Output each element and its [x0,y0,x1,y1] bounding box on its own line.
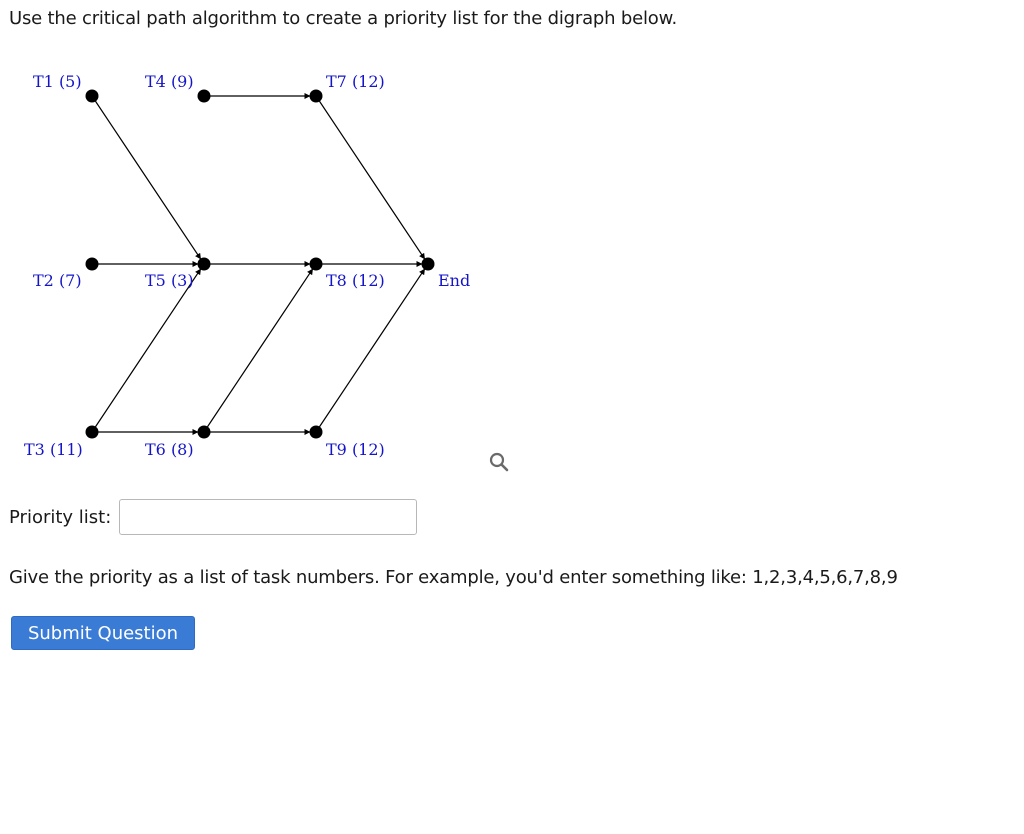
node-label-t2: T2 (7) [33,271,82,290]
node-t2 [86,258,99,271]
priority-list-row [9,499,417,535]
magnifier-icon[interactable] [487,450,513,476]
edge-t3-to-t5 [92,269,201,432]
node-label-t9: T9 (12) [326,440,385,459]
node-label-t3: T3 (11) [24,440,83,459]
priority-list-label: Priority list: [9,506,112,528]
node-t8 [310,258,323,271]
task-digraph [0,0,600,480]
node-label-t5: T5 (3) [145,271,194,290]
submit-question-button[interactable]: Submit Question [11,616,195,650]
node-end [422,258,435,271]
priority-list-input[interactable] [119,499,417,535]
question-prompt: Use the critical path algorithm to create a priority list for the digraph below. [9,8,677,29]
node-t3 [86,426,99,439]
node-label-t7: T7 (12) [326,72,385,91]
edge-t6-to-t8 [204,269,313,432]
node-t4 [198,90,211,103]
node-label-t4: T4 (9) [145,72,194,91]
answer-format-hint: Give the priority as a list of task numbers. For example, you'd enter something like: 1,2,3,4,5,6,7,8,9 [9,567,898,588]
node-t5 [198,258,211,271]
node-label-end: End [438,271,471,290]
node-t9 [310,426,323,439]
node-label-t8: T8 (12) [326,271,385,290]
node-t7 [310,90,323,103]
node-label-t1: T1 (5) [33,72,82,91]
node-label-t6: T6 (8) [145,440,194,459]
edge-t9-to-end [316,269,425,432]
node-t6 [198,426,211,439]
edge-t1-to-t5 [92,96,201,259]
node-t1 [86,90,99,103]
edge-t7-to-end [316,96,425,259]
